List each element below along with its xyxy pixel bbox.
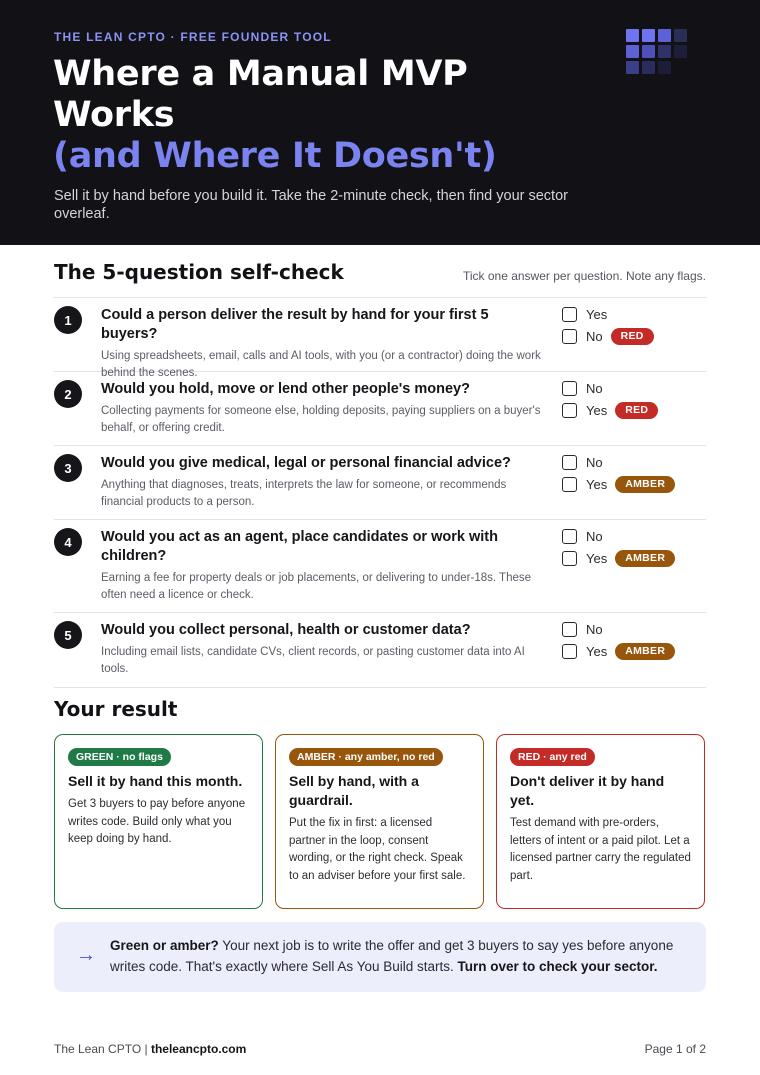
question-text	[101, 528, 546, 604]
logo-cell	[626, 45, 639, 58]
callout-cta: Turn over to check your sector.	[457, 959, 658, 974]
question-row	[54, 613, 706, 688]
answer-checkbox[interactable]	[562, 551, 577, 566]
question-title: Would you collect personal, health or customer data?	[101, 622, 471, 638]
answer-label: Yes	[586, 476, 608, 492]
logo-cell	[674, 29, 687, 42]
question-title: Would you act as an agent, place candidates or work with children?	[101, 529, 498, 564]
answer-options	[562, 306, 654, 350]
logo-cell	[674, 61, 687, 74]
answer-checkbox[interactable]	[562, 381, 577, 396]
callout-box	[54, 922, 706, 992]
logo-cell	[642, 29, 655, 42]
footer-site-link[interactable]: theleancpto.com	[150, 1042, 247, 1056]
result-title: Your result	[54, 697, 178, 721]
question-row	[54, 520, 706, 613]
question-list	[54, 297, 706, 688]
question-row	[54, 446, 706, 520]
page-number: Page 1 of 2	[644, 1042, 706, 1056]
brand-logo-icon	[626, 29, 687, 74]
answer-options	[562, 621, 675, 665]
logo-cell	[658, 61, 671, 74]
logo-cell	[658, 45, 671, 58]
answer-label: No	[586, 621, 603, 637]
question-title: Could a person deliver the result by hand for your first 5 buyers?	[101, 307, 489, 342]
callout-lead: Green or amber?	[110, 938, 219, 953]
green-badge: GREEN · no flags	[68, 748, 171, 766]
answer-option	[562, 528, 675, 544]
question-number: 5	[54, 621, 82, 649]
answer-checkbox[interactable]	[562, 622, 577, 637]
result-card-green	[54, 734, 263, 909]
red-card-body: Test demand with pre-orders, letters of intent or a paid pilot. Let a licensed partner carry the regulated part.	[510, 817, 691, 882]
answer-label: No	[586, 380, 603, 396]
answer-label: Yes	[586, 550, 608, 566]
answer-option	[562, 454, 675, 470]
answer-label: Yes	[586, 402, 608, 418]
answer-checkbox[interactable]	[562, 455, 577, 470]
amber-card-title: Sell by hand, with a guardrail.	[289, 773, 419, 808]
question-text	[101, 306, 546, 382]
flag-badge: RED	[611, 328, 654, 345]
answer-option	[562, 306, 654, 322]
logo-cell	[626, 61, 639, 74]
title-line-3: (and Where It Doesn't)	[53, 136, 497, 176]
subtitle: Sell it by hand before you build it. Take the 2-minute check, then find your sector overleaf.	[54, 188, 568, 222]
selfcheck-note: Tick one answer per question. Note any flags.	[462, 269, 706, 283]
eyebrow-label: THE LEAN CPTO · FREE FOUNDER TOOL	[54, 30, 332, 44]
question-title: Would you give medical, legal or personal financial advice?	[101, 455, 511, 471]
question-description: Including email lists, candidate CVs, client records, or pasting customer data into AI tools.	[101, 646, 525, 675]
question-text	[101, 454, 546, 511]
answer-label: No	[586, 328, 603, 344]
answer-option	[562, 328, 654, 344]
answer-option	[562, 380, 658, 396]
answer-option	[562, 621, 675, 637]
page-title	[53, 54, 497, 177]
footer-brand	[54, 1042, 246, 1056]
answer-checkbox[interactable]	[562, 477, 577, 492]
callout-text	[110, 935, 690, 977]
green-card-title: Sell it by hand this month.	[68, 773, 243, 789]
logo-cell	[674, 45, 687, 58]
amber-card-body: Put the fix in first: a licensed partner in the loop, consent wording, or the right check. Speak to an adviser before your first sale.	[289, 817, 466, 882]
red-card-title: Don't deliver it by hand yet.	[510, 773, 665, 808]
question-description: Using spreadsheets, email, calls and AI tools, with you (or a contractor) doing the work behind the scenes.	[101, 350, 541, 379]
answer-checkbox[interactable]	[562, 403, 577, 418]
result-card-red	[496, 734, 705, 909]
amber-badge: AMBER · any amber, no red	[289, 748, 443, 766]
flag-badge: AMBER	[615, 643, 675, 660]
red-badge: RED · any red	[510, 748, 595, 766]
answer-checkbox[interactable]	[562, 644, 577, 659]
question-row	[54, 298, 706, 379]
selfcheck-title: The 5-question self-check	[54, 260, 344, 284]
answer-label: Yes	[586, 643, 608, 659]
answer-options	[562, 380, 658, 424]
answer-label: No	[586, 454, 603, 470]
green-card-body: Get 3 buyers to pay before anyone writes code. Build only what you keep doing by hand.	[68, 798, 246, 845]
question-number: 4	[54, 528, 82, 556]
result-card-amber	[275, 734, 484, 909]
answer-label: No	[586, 528, 603, 544]
logo-cell	[642, 45, 655, 58]
logo-cell	[626, 29, 639, 42]
answer-option	[562, 550, 675, 566]
callout-body: Your next job is to write the offer and get 3 buyers to say yes before anyone writes code. That's exactly where Sell As You Build starts.	[110, 938, 674, 974]
logo-cell	[658, 29, 671, 42]
flag-badge: AMBER	[615, 550, 675, 567]
answer-label: Yes	[586, 306, 608, 322]
flag-badge: AMBER	[615, 476, 675, 493]
question-description: Collecting payments for someone else, holding deposits, paying suppliers on a buyer's behalf, or offering credit.	[101, 405, 541, 434]
question-row	[54, 372, 706, 446]
answer-options	[562, 528, 675, 572]
title-line-2: Works	[53, 95, 175, 135]
question-number: 1	[54, 306, 82, 334]
question-description: Anything that diagnoses, treats, interprets the law for someone, or recommends financial products to a person.	[101, 479, 507, 508]
footer-brand-name: The Lean CPTO |	[54, 1042, 151, 1056]
question-text	[101, 621, 546, 678]
header-banner	[0, 0, 760, 245]
answer-option	[562, 402, 658, 418]
answer-options	[562, 454, 675, 498]
question-number: 3	[54, 454, 82, 482]
question-title: Would you hold, move or lend other people's money?	[101, 381, 470, 397]
question-text	[101, 380, 546, 437]
answer-checkbox[interactable]	[562, 307, 577, 322]
answer-option	[562, 643, 675, 659]
logo-cell	[642, 61, 655, 74]
question-number: 2	[54, 380, 82, 408]
answer-option	[562, 476, 675, 492]
question-description: Earning a fee for property deals or job placements, or delivering to under-18s. These often need a licence or check.	[101, 572, 532, 601]
arrow-right-icon: →	[76, 944, 96, 966]
answer-checkbox[interactable]	[562, 529, 577, 544]
title-line-1: Where a Manual MVP	[53, 54, 468, 94]
flag-badge: RED	[615, 402, 658, 419]
answer-checkbox[interactable]	[562, 329, 577, 344]
